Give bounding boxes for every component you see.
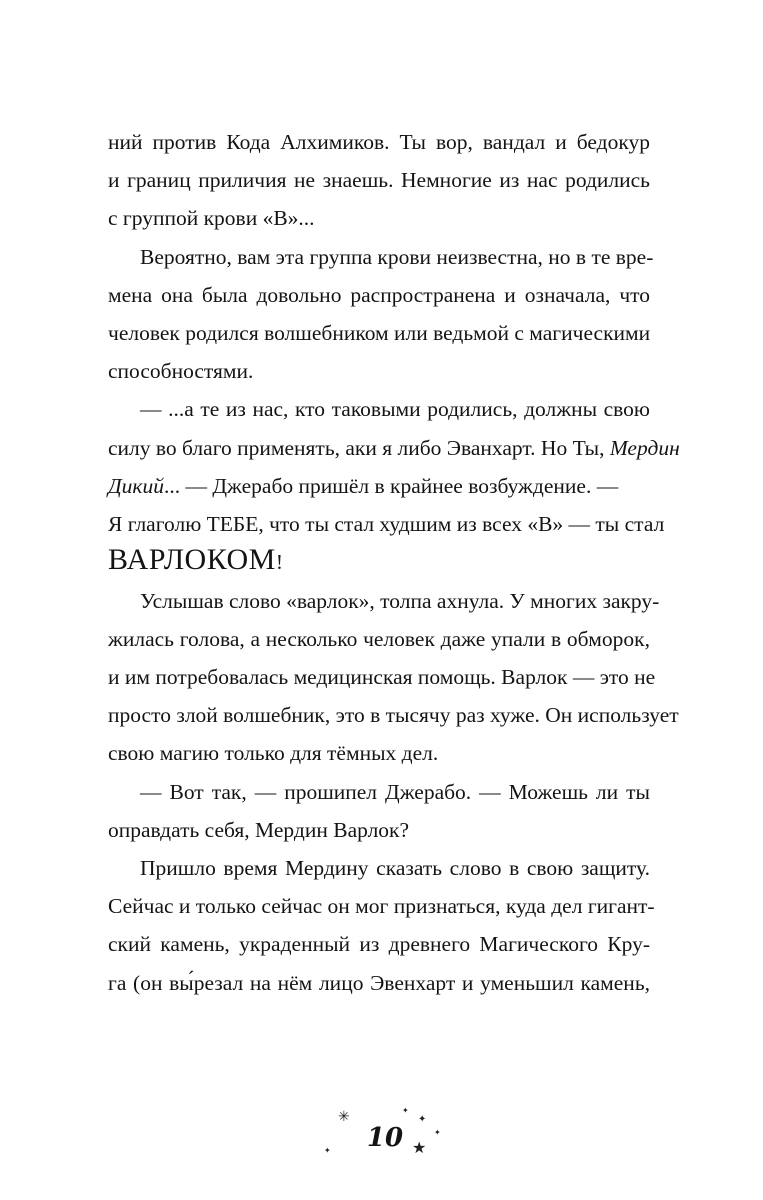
exclamation: ! [275,550,283,574]
sparkle-icon: ✦ [434,1128,441,1137]
text-line: Вероятно, вам эта группа крови неизвестна, но в те вре- [140,245,654,269]
text-line: свою магию только для тёмных дел. [108,741,439,765]
text-line: жилась голова, а несколько человек даже упали в обморок, [108,627,650,651]
text-line: ний против Кода Алхимиков. Ты вор, вандал и бедокур [108,130,650,154]
text-line [108,540,650,582]
sparkle-icon: ✦ [324,1146,331,1155]
text-line: ский камень, украденный из древнего Магического Кру- [108,932,650,956]
text-line: с группой крови «В»... [108,206,315,230]
sparkle-icon: ✳ [338,1110,350,1125]
text-line: Сейчас и только сейчас он мог признаться, куда дел гигант- [108,894,655,918]
text-segment: ... — Джерабо пришёл в крайнее возбуждение. — [164,474,619,498]
star-icon: ★ [412,1140,427,1157]
text-line: га (он вы́резал на нём лицо Эвенхарт и уменьшил камень, [108,971,650,995]
text-line: способностями. [108,359,254,383]
text-line: оправдать себя, Мердин Варлок? [108,818,410,842]
text-line [108,471,650,501]
text-line: человек родился волшебником или ведьмой с магическими [108,321,651,345]
italic-name: Дикий [108,474,164,498]
text-line: и им потребовалась медицинская помощь. Варлок — это не [108,665,656,689]
text-line: — ...а те из нас, кто таковыми родились, должны свою [140,397,650,421]
italic-name: Мердин [609,436,680,460]
text-line: Услышав слово «варлок», толпа ахнула. У многих закру- [140,589,660,613]
page-number: 10 [366,1123,404,1153]
sparkle-icon: ✦ [418,1114,427,1125]
text-line: просто злой волшебник, это в тысячу раз хуже. Он использует [108,703,679,727]
text-line: Я глаголю ТЕБЕ, что ты стал худшим из всех «В» — ты стал [108,512,665,536]
page-footer [324,1105,441,1165]
emphasis-word: ВАРЛОКОМ [108,543,276,576]
text-segment: силу во благо применять, аки я либо Эванхарт. Но Ты, [108,436,605,460]
text-line: — Вот так, — прошипел Джерабо. — Можешь ли ты [140,780,650,804]
text-line: Пришло время Мердину сказать слово в свою защиту. [140,856,650,880]
text-line: и границ приличия не знаешь. Немногие из нас родились [108,168,650,192]
sparkle-icon: ✦ [402,1106,409,1115]
text-line [108,433,680,463]
text-line: мена она была довольно распространена и означала, что [108,283,650,307]
